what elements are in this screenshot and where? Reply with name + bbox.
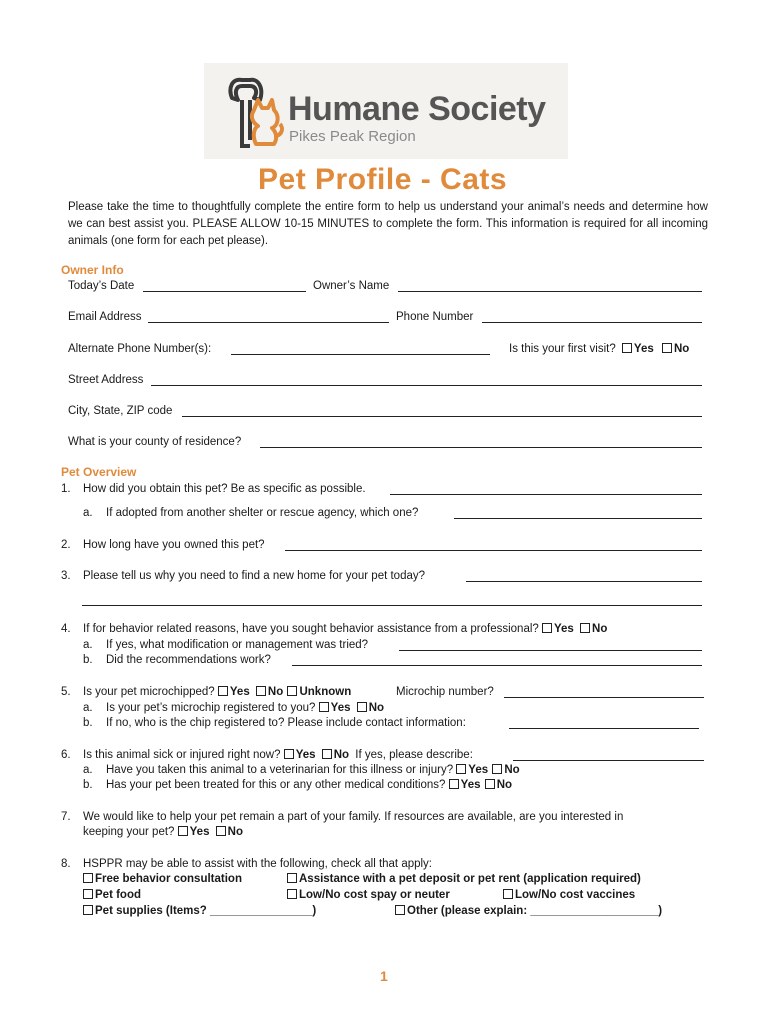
- q4-number: 4.: [61, 623, 71, 635]
- q3-field-line2[interactable]: [82, 605, 702, 606]
- q4-yes-label: Yes: [554, 623, 574, 635]
- q6a-no-label: No: [504, 764, 520, 776]
- county-label: What is your county of residence?: [68, 436, 242, 448]
- q5a-yes-label: Yes: [330, 702, 351, 714]
- q6-question: [83, 748, 473, 762]
- q5b-text: If no, who is the chip registered to? Please include contact information:: [106, 717, 466, 729]
- q4b-field[interactable]: [292, 665, 702, 666]
- q5-yes-checkbox[interactable]: [218, 686, 228, 696]
- q5a-question: [106, 701, 384, 715]
- alt-phone-label: Alternate Phone Number(s):: [68, 343, 212, 355]
- q7-question-cont: [83, 825, 243, 839]
- q7-no-checkbox[interactable]: [216, 826, 226, 836]
- q6-yes-checkbox[interactable]: [284, 749, 294, 759]
- todays-date-label: Today’s Date: [68, 280, 135, 292]
- q6-describe-field[interactable]: [513, 760, 704, 761]
- q6-number: 6.: [61, 749, 71, 761]
- first-visit-label: Is this your first visit?: [509, 343, 616, 355]
- q2-text: How long have you owned this pet?: [83, 539, 265, 551]
- spay-neuter-checkbox[interactable]: [287, 889, 297, 899]
- q4b-text: Did the recommendations work?: [106, 654, 271, 666]
- free-behavior-label: Free behavior consultation: [95, 873, 242, 885]
- phone-field[interactable]: [482, 322, 702, 323]
- option-pet-deposit[interactable]: [287, 872, 641, 886]
- q1-text: How did you obtain this pet? Be as specific as possible.: [83, 483, 366, 495]
- county-field[interactable]: [260, 447, 702, 448]
- option-spay-neuter[interactable]: [287, 888, 450, 902]
- option-free-behavior[interactable]: [83, 872, 242, 886]
- todays-date-field[interactable]: [143, 291, 306, 292]
- q6-yes-label: Yes: [295, 749, 316, 761]
- option-pet-food[interactable]: [83, 888, 141, 902]
- pet-overview-heading: Pet Overview: [61, 465, 137, 479]
- option-pet-supplies[interactable]: [83, 904, 316, 918]
- q6b-no-label: No: [496, 779, 513, 791]
- q6-no-checkbox[interactable]: [322, 749, 332, 759]
- q6a-question: [106, 763, 520, 777]
- first-visit-yes-checkbox[interactable]: [622, 343, 632, 353]
- q5b-letter: b.: [83, 717, 93, 729]
- logo-name: Humane Society: [288, 90, 546, 128]
- vaccines-checkbox[interactable]: [503, 889, 513, 899]
- q4a-field[interactable]: [399, 650, 702, 651]
- email-label: Email Address: [68, 311, 142, 323]
- q1a-text: If adopted from another shelter or rescue agency, which one?: [106, 507, 419, 519]
- q7-text-cont: keeping your pet?: [83, 826, 175, 838]
- q3-field[interactable]: [466, 581, 702, 582]
- owners-name-label: Owner’s Name: [313, 280, 390, 292]
- q6a-letter: a.: [83, 764, 93, 776]
- free-behavior-checkbox[interactable]: [83, 873, 93, 883]
- street-label: Street Address: [68, 374, 144, 386]
- spay-neuter-label: Low/No cost spay or neuter: [299, 889, 450, 901]
- q5-no-checkbox[interactable]: [256, 686, 266, 696]
- pet-supplies-checkbox[interactable]: [83, 905, 93, 915]
- city-label: City, State, ZIP code: [68, 405, 173, 417]
- q5-number: 5.: [61, 686, 71, 698]
- alt-phone-field[interactable]: [231, 354, 490, 355]
- pet-food-checkbox[interactable]: [83, 889, 93, 899]
- q4-text: If for behavior related reasons, have you sought behavior assistance from a professional?: [83, 623, 539, 635]
- q5-yes-label: Yes: [229, 686, 250, 698]
- q6-no-label: No: [333, 749, 350, 761]
- q4-no-checkbox[interactable]: [580, 623, 590, 633]
- q7-number: 7.: [61, 811, 71, 823]
- q1a-field[interactable]: [454, 518, 702, 519]
- q2-number: 2.: [61, 539, 71, 551]
- owners-name-field[interactable]: [398, 291, 702, 292]
- pet-supplies-label: Pet supplies (Items? ________________): [95, 905, 317, 917]
- q6b-yes-checkbox[interactable]: [449, 779, 459, 789]
- q7-no-label: No: [227, 826, 244, 838]
- q2-field[interactable]: [285, 550, 702, 551]
- q4-no-label: No: [592, 623, 608, 635]
- q6-describe-label: If yes, please describe:: [355, 749, 473, 761]
- q6b-letter: b.: [83, 779, 93, 791]
- first-visit-question: [509, 342, 689, 356]
- pet-deposit-label: Assistance with a pet deposit or pet rent (application required): [299, 873, 641, 885]
- logo-region: Pikes Peak Region: [289, 128, 416, 145]
- q4a-text: If yes, what modification or management was tried?: [106, 639, 369, 651]
- q4b-letter: b.: [83, 654, 93, 666]
- q6a-yes-checkbox[interactable]: [456, 764, 466, 774]
- q8-number: 8.: [61, 858, 71, 870]
- q5b-field[interactable]: [509, 728, 699, 729]
- first-visit-no-checkbox[interactable]: [662, 343, 672, 353]
- option-other[interactable]: [395, 904, 662, 918]
- q5-no-label: No: [267, 686, 284, 698]
- q1-field[interactable]: [390, 494, 702, 495]
- q5a-letter: a.: [83, 702, 93, 714]
- q5-unknown-checkbox[interactable]: [287, 686, 297, 696]
- owner-info-heading: Owner Info: [61, 263, 124, 277]
- q8-text: HSPPR may be able to assist with the following, check all that apply:: [83, 858, 433, 870]
- pet-deposit-checkbox[interactable]: [287, 873, 297, 883]
- first-visit-no-label: No: [673, 343, 690, 355]
- city-field[interactable]: [182, 416, 702, 417]
- q6a-yes-label: Yes: [468, 764, 489, 776]
- vaccines-label: Low/No cost vaccines: [515, 889, 636, 901]
- q4-question: [83, 622, 607, 636]
- q7-yes-checkbox[interactable]: [178, 826, 188, 836]
- first-visit-yes-label: Yes: [633, 343, 654, 355]
- other-label: Other (please explain: ____________________): [407, 905, 663, 917]
- q5-unknown-label: Unknown: [299, 686, 352, 698]
- q4-yes-checkbox[interactable]: [542, 623, 552, 633]
- q3-text: Please tell us why you need to find a new home for your pet today?: [83, 570, 426, 582]
- q5-chip-field[interactable]: [504, 697, 704, 698]
- q5-chip-label: Microchip number?: [396, 686, 494, 698]
- q5-question: [83, 685, 351, 699]
- q6b-question: [106, 778, 512, 792]
- q7-yes-label: Yes: [189, 826, 210, 838]
- page-title: Pet Profile - Cats: [258, 163, 508, 196]
- q5a-no-checkbox[interactable]: [357, 702, 367, 712]
- intro-paragraph: Please take the time to thoughtfully complete the entire form to help us understand your animal’s needs and determine how we can best assist you. PLEASE ALLOW 10-15 MINUTES to complete the form. This information is required for all incoming animals (one form for each pet please).: [68, 201, 708, 247]
- q7-text: We would like to help your pet remain a part of your family. If resources are available, are you interested in: [83, 811, 624, 823]
- q5a-text: Is your pet’s microchip registered to you?: [106, 702, 316, 714]
- pet-food-label: Pet food: [95, 889, 141, 901]
- email-field[interactable]: [148, 322, 389, 323]
- q6b-no-checkbox[interactable]: [485, 779, 495, 789]
- q6a-text: Have you taken this animal to a veterinarian for this illness or injury?: [106, 764, 454, 776]
- phone-label: Phone Number: [396, 311, 474, 323]
- option-vaccines[interactable]: [503, 888, 635, 902]
- q5a-yes-checkbox[interactable]: [319, 702, 329, 712]
- q4a-letter: a.: [83, 639, 93, 651]
- q6b-yes-label: Yes: [460, 779, 481, 791]
- page-number: 1: [380, 968, 388, 984]
- q6a-no-checkbox[interactable]: [492, 764, 502, 774]
- q6-text: Is this animal sick or injured right now?: [83, 749, 281, 761]
- q5a-no-label: No: [368, 702, 385, 714]
- dog-cat-logo-icon: [224, 70, 288, 154]
- street-field[interactable]: [151, 385, 702, 386]
- other-checkbox[interactable]: [395, 905, 405, 915]
- q1-number: 1.: [61, 483, 71, 495]
- q6b-text: Has your pet been treated for this or any other medical conditions?: [106, 779, 446, 791]
- q5-text: Is your pet microchipped?: [83, 686, 215, 698]
- q3-number: 3.: [61, 570, 71, 582]
- q1a-letter: a.: [83, 507, 93, 519]
